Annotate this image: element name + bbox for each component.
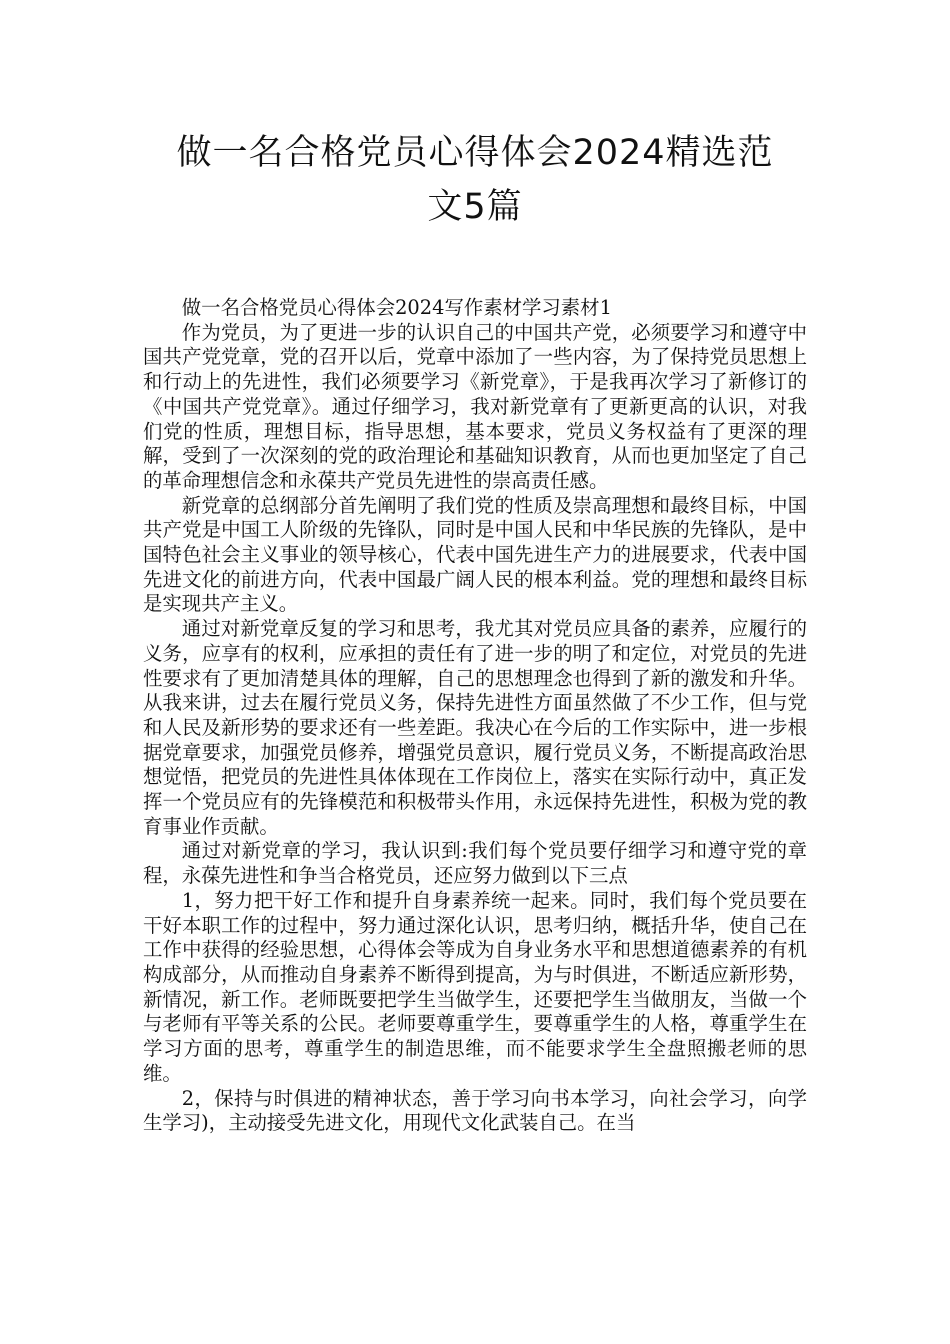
document-body xyxy=(143,296,807,1136)
paragraph: 作为党员，为了更进一步的认识自己的中国共产党，必须要学习和遵守中国共产党党章，党的召开以后，党章中添加了一些内容，为了保持党员思想上和行动上的先进性，我们必须要学习《新党章》，于是我再次学习了新修订的《中国共产党党章》。通过仔细学习，我对新党章有了更新更高的认识，对我们党的性质，理想目标，指导思想，基本要求，党员义务权益有了更深的理解，受到了一次深刻的党的政治理论和基础知识教育，从而也更加坚定了自己的革命理想信念和永葆共产党员先进性的崇高责任感。 xyxy=(143,320,807,492)
paragraph: 通过对新党章的学习，我认识到:我们每个党员要仔细学习和遵守党的章程，永葆先进性和争当合格党员，还应努力做到以下三点 xyxy=(143,839,807,888)
document-title xyxy=(120,126,830,234)
paragraph: 新党章的总纲部分首先阐明了我们党的性质及崇高理想和最终目标，中国共产党是中国工人阶级的先锋队，同时是中国人民和中华民族的先锋队，是中国特色社会主义事业的领导核心，代表中国先进生产力的进展要求，代表中国先进文化的前进方向，代表中国最广阔人民的根本利益。党的理想和最终目标是实现共产主义。 xyxy=(143,493,807,616)
paragraph: 2，保持与时俱进的精神状态，善于学习向书本学习，向社会学习，向学生学习)，主动接受先进文化，用现代文化武装自己。在当 xyxy=(143,1086,807,1135)
paragraph: 1，努力把干好工作和提升自身素养统一起来。同时，我们每个党员要在干好本职工作的过程中，努力通过深化认识，思考归纳，概括升华，使自己在工作中获得的经验思想，心得体会等成为自身业务水平和思想道德素养的有机构成部分，从而推动自身素养不断得到提高，为与时俱进，不断适应新形势，新情况，新工作。老师既要把学生当做学生，还要把学生当做朋友，当做一个与老师有平等关系的公民。老师要尊重学生，要尊重学生的人格，尊重学生在学习方面的思考，尊重学生的制造思维，而不能要求学生全盘照搬老师的思维。 xyxy=(143,888,807,1085)
title-line-2: 文5篇 xyxy=(427,187,523,227)
title-line-1: 做一名合格党员心得体会2024精选范 xyxy=(176,133,774,173)
paragraph-heading: 做一名合格党员心得体会2024写作素材学习素材1 xyxy=(181,296,612,319)
paragraph: 通过对新党章反复的学习和思考，我尤其对党员应具备的素养，应履行的义务，应享有的权利，应承担的责任有了进一步的明了和定位，对党员的先进性要求有了更加清楚具体的理解，自己的思想理念也得到了新的激发和升华。从我来讲，过去在履行党员义务，保持先进性方面虽然做了不少工作，但与党和人民及新形势的要求还有一些差距。我决心在今后的工作实际中，进一步根据党章要求，加强党员修养，增强党员意识，履行党员义务，不断提高政治思想觉悟，把党员的先进性具体体现在工作岗位上，落实在实际行动中，真正发挥一个党员应有的先锋模范和积极带头作用，永远保持先进性，积极为党的教育事业作贡献。 xyxy=(143,617,807,838)
